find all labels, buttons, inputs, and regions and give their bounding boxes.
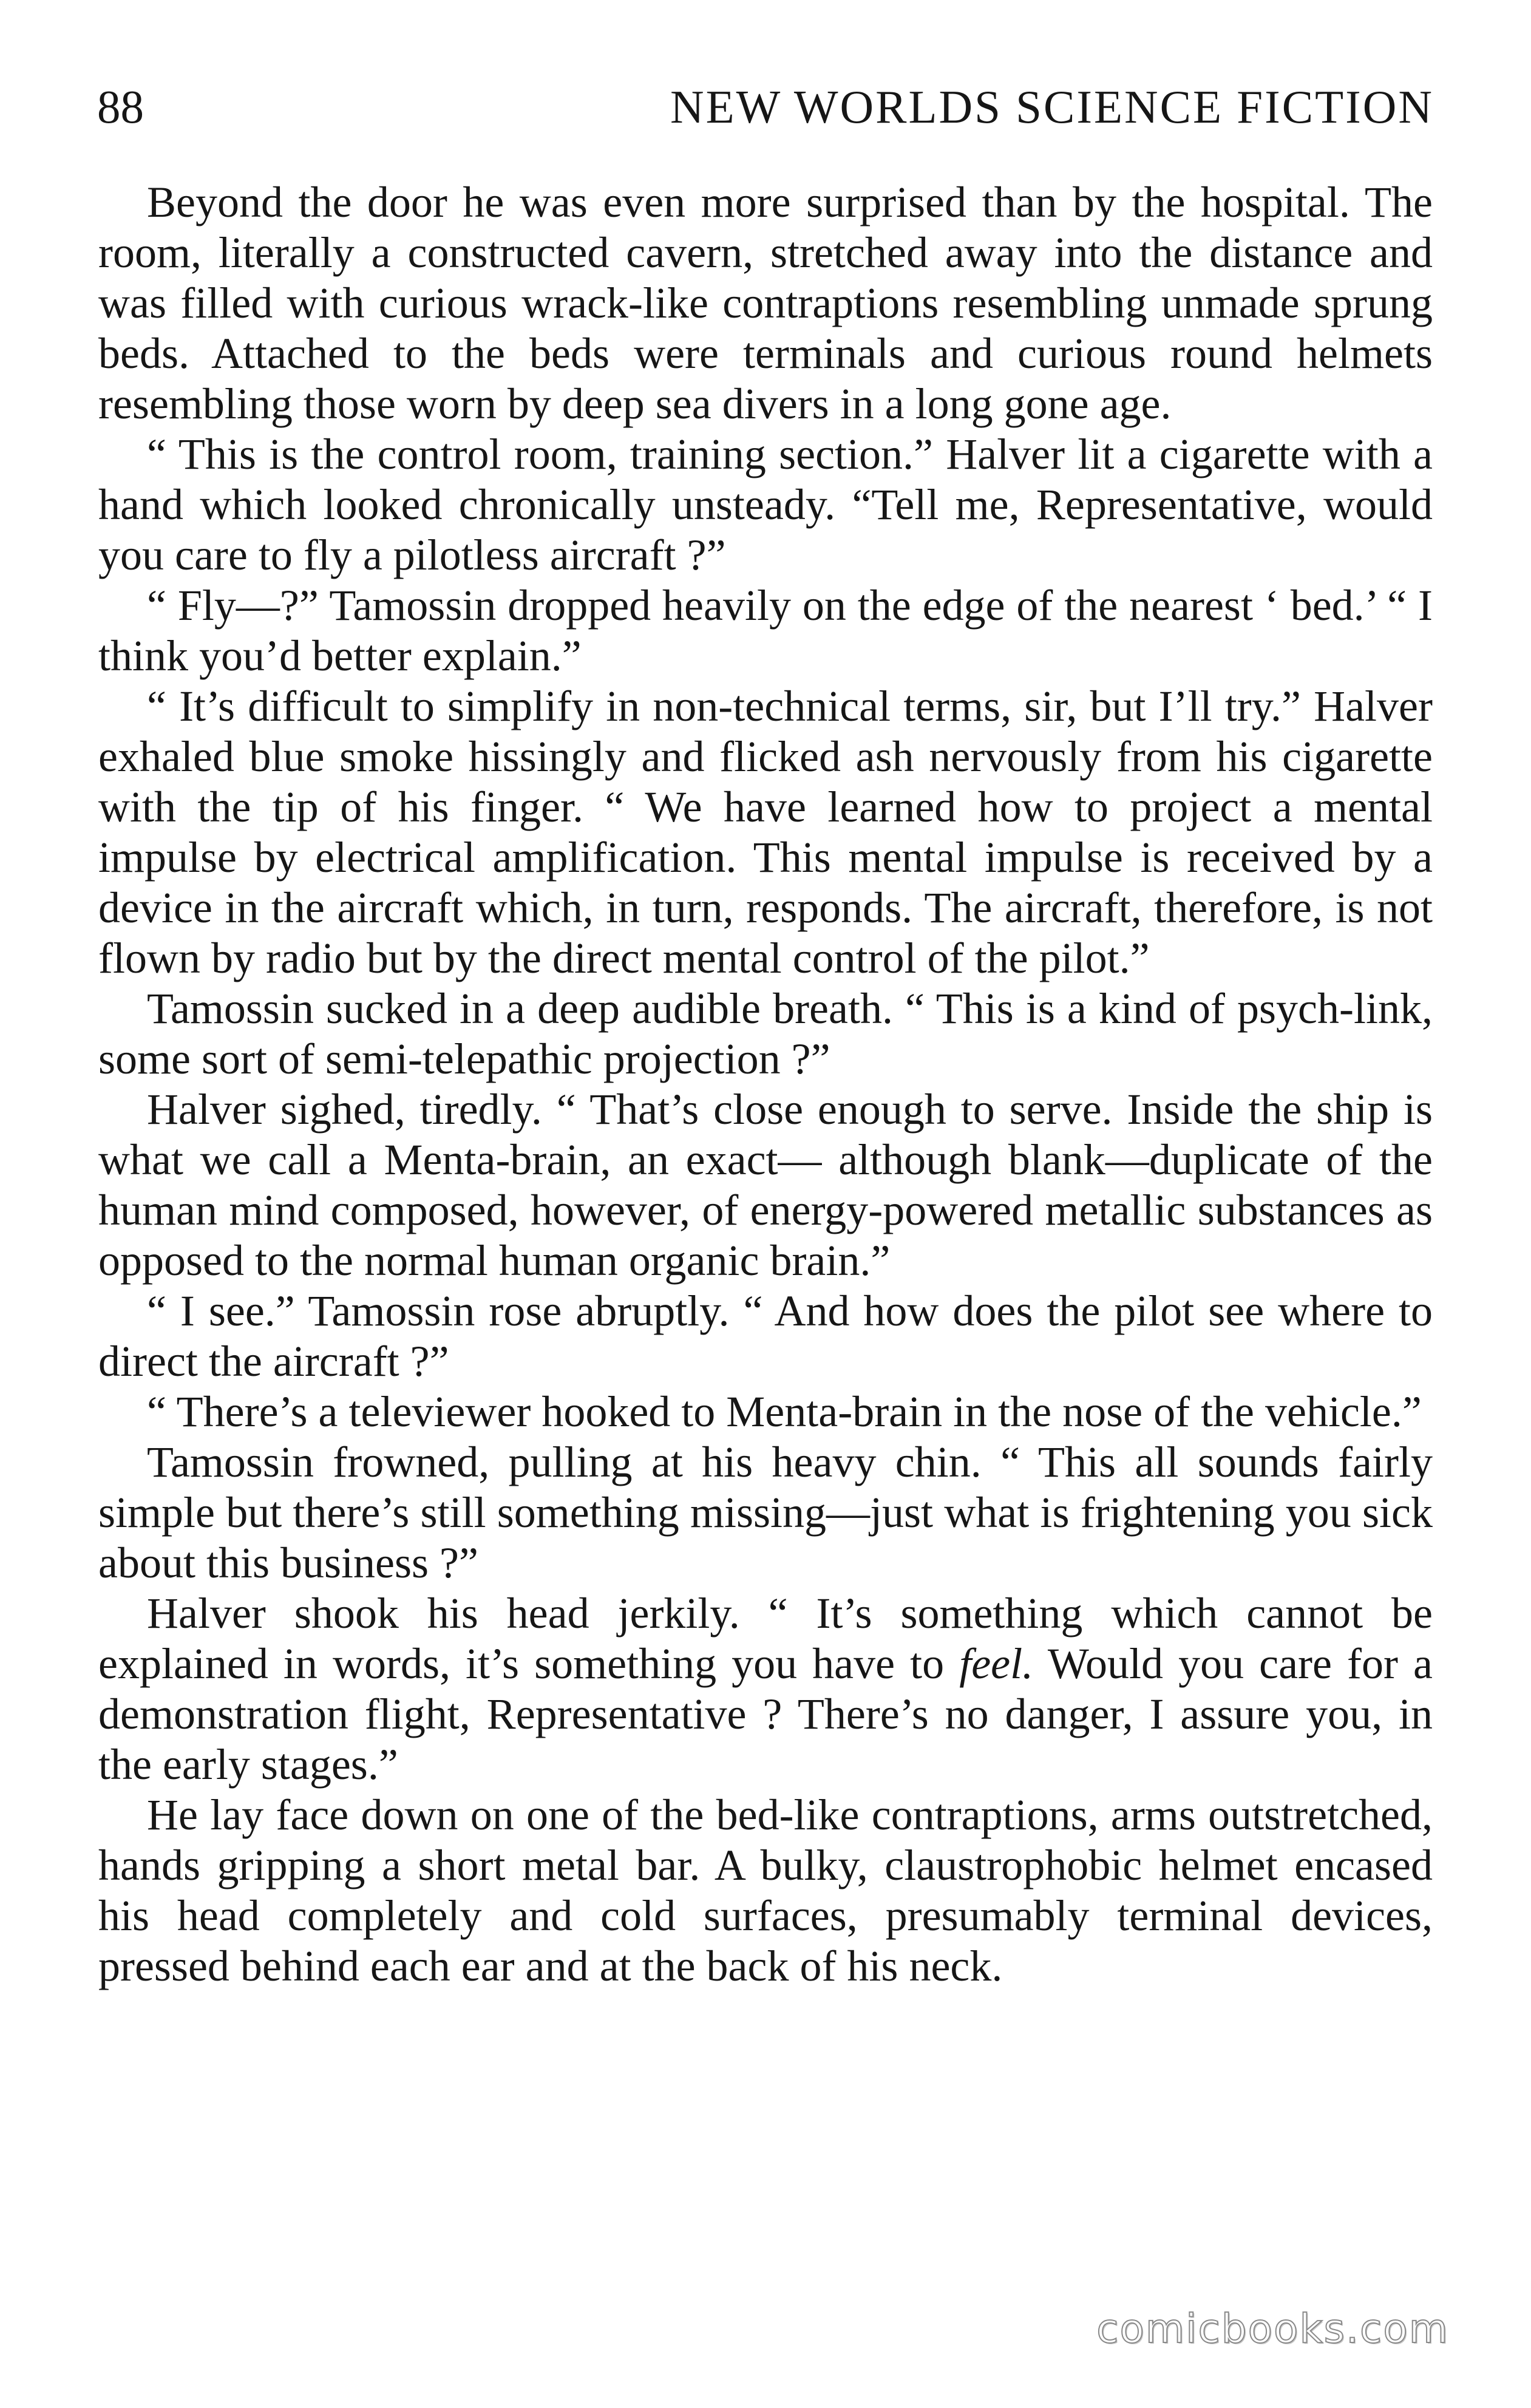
paragraph-9: Tamossin frowned, pulling at his heavy chin. “ This all sounds fairly simple but there’s still something missing—just what is frightening you sick about this business ?” <box>98 1438 1433 1587</box>
paragraph-10-text-start: Halver shook his head jerkily. “ It’s something which cannot be explained in words, it’s something you have to <box>98 1589 1433 1688</box>
italic-word-feel: feel. <box>959 1639 1034 1688</box>
paragraph-1: Beyond the door he was even more surprised than by the hospital. The room, literally a constructed cavern, stretched away into the distance and was filled with curious wrack-like contraptions resembling unmade sprung beds. Attached to the beds were terminals and curious round helmets resembling those worn by deep sea divers in a long gone age. <box>98 178 1433 428</box>
paragraph-3: “ Fly—?” Tamossin dropped heavily on the edge of the nearest ‘ bed.’ “ I think you’d better explain.” <box>98 581 1433 680</box>
watermark-logo: comicbooks.com <box>1096 2305 1449 2352</box>
page-number: 88 <box>97 81 144 133</box>
paragraph-4: “ It’s difficult to simplify in non-technical terms, sir, but I’ll try.” Halver exhaled blue smoke hissingly and flicked ash nervously from his cigarette with the tip of his finger. “ We have learned how to project a mental impulse by electrical amplification. This mental impulse is received by a device in the aircraft which, in turn, responds. The aircraft, therefore, is not flown by radio but by the direct mental control of the pilot.” <box>98 682 1433 982</box>
paragraph-6: Halver sighed, tiredly. “ That’s close enough to serve. Inside the ship is what we call a Menta-brain, an exact— although blank—duplicate of the human mind composed, however, of energy-powered metallic substances as opposed to the normal human organic brain.” <box>98 1085 1433 1285</box>
paragraph-7: “ I see.” Tamossin rose abruptly. “ And how does the pilot see where to direct the aircraft ?” <box>98 1287 1433 1386</box>
paragraph-8: “ There’s a televiewer hooked to Menta-brain in the nose of the vehicle.” <box>147 1387 1422 1436</box>
paragraph-11: He lay face down on one of the bed-like contraptions, arms outstretched, hands gripping a short metal bar. A bulky, claustrophobic helmet encased his head completely and cold surfaces, presumably terminal devices, pressed behind each ear and at the back of his neck. <box>98 1791 1433 1990</box>
body-text <box>98 177 1433 1991</box>
paragraph-10-text-end: Would you care for a demonstration flight, Representative ? There’s no danger, I assure you, in the early stages.” <box>98 1639 1433 1789</box>
running-head: NEW WORLDS SCIENCE FICTION <box>670 81 1434 133</box>
paragraph-5: Tamossin sucked in a deep audible breath. “ This is a kind of psych-link, some sort of semi-telepathic projection ?” <box>98 984 1433 1083</box>
paragraph-10 <box>98 1588 1433 1790</box>
paragraph-2: “ This is the control room, training section.” Halver lit a cigarette with a hand which looked chronically unsteady. “Tell me, Representative, would you care to fly a pilotless aircraft ?” <box>98 430 1433 579</box>
